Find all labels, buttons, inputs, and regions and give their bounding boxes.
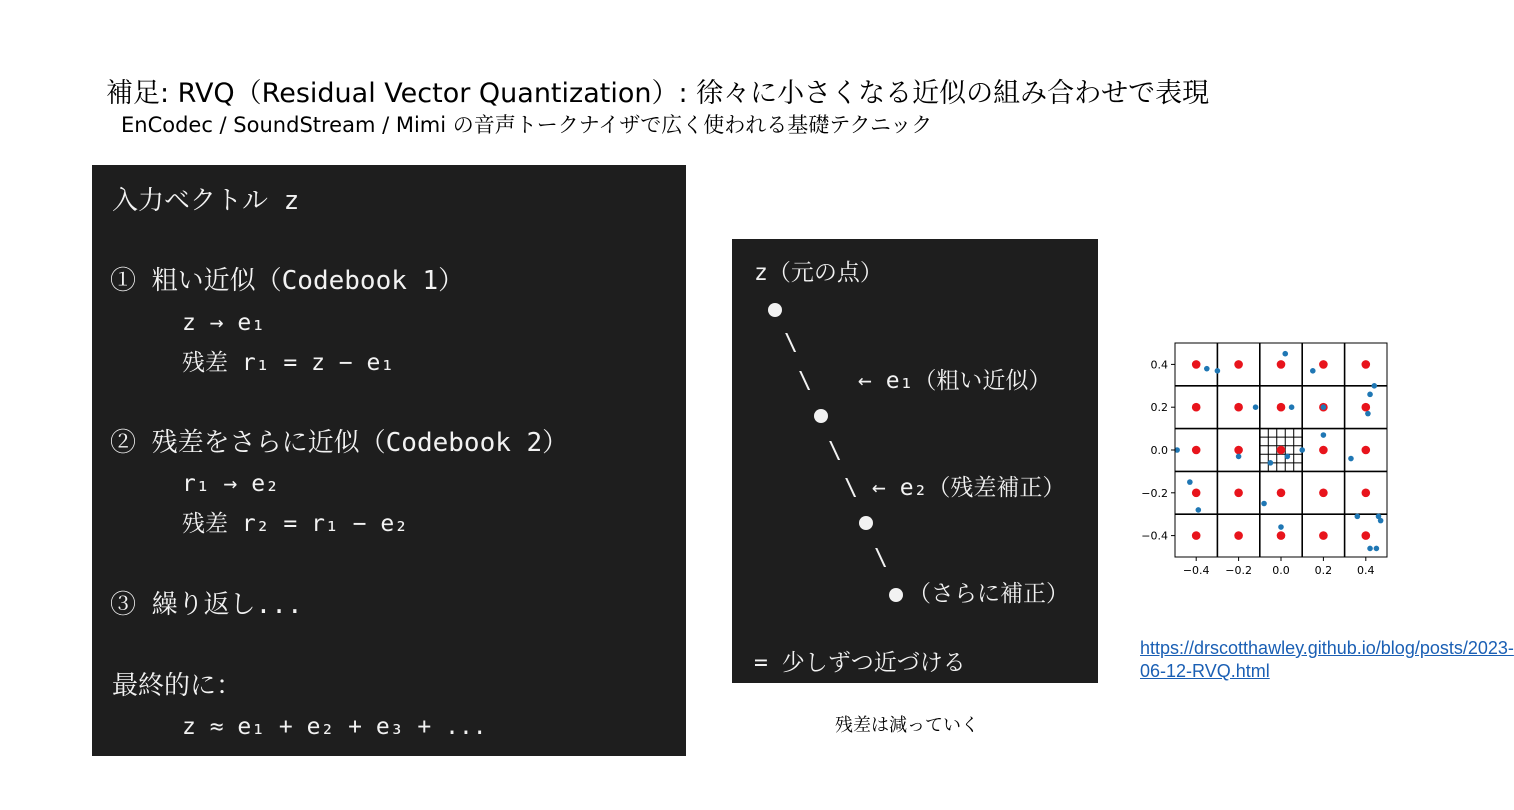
data-point [1367,392,1373,398]
codebook-centroid-point [1319,489,1328,498]
step1-heading: ① 粗い近似（Codebook 1） [110,266,465,296]
rvq-steps-panel [92,165,686,756]
y-tick-label: 0.4 [1150,358,1168,372]
final-formula: z ≈ e₁ + e₂ + e₃ + ... [182,714,487,740]
step2-mapping: r₁ → e₂ [182,471,279,497]
data-point [1355,514,1361,520]
data-point [1374,546,1380,552]
data-point [1367,546,1373,552]
y-tick-label: −0.2 [1141,486,1168,500]
codebook-centroid-point [1362,403,1371,412]
codebook-centroid-point [1192,403,1201,412]
y-tick-label: 0.2 [1150,401,1168,415]
codebook-centroid-point [1319,446,1328,455]
data-point [1196,507,1202,513]
start-point-label: z（元の点） [754,260,883,286]
codebook-centroid-point [1277,531,1286,540]
x-tick-label: 0.4 [1357,564,1375,577]
e1-label: ← e₁（粗い近似） [858,368,1052,394]
data-point [1261,501,1267,507]
data-point [1285,454,1291,460]
data-point [1215,368,1221,374]
x-tick-label: −0.2 [1225,564,1252,577]
reference-link[interactable]: https://drscotthawley.github.io/blog/posts/2023-06-12-RVQ.html [1140,638,1514,681]
path-segment: \ [874,545,888,571]
e3-point-dot [889,588,903,602]
approximation-diagram-panel [732,239,1098,683]
codebook-centroid-point [1277,360,1286,369]
e1-point-dot [814,409,828,423]
codebook-centroid-point [1234,489,1243,498]
y-tick-label: −0.4 [1141,529,1168,543]
path-segment: \ [798,368,812,394]
input-vector-label: 入力ベクトル z [112,186,300,216]
data-point [1289,404,1295,410]
e2-point-dot [859,516,873,530]
slide-subtitle: EnCodec / SoundStream / Mimi の音声トークナイザで広く使われる基礎テクニック [121,113,933,137]
path-segment: \ [844,475,858,501]
slide-title: 補足: RVQ（Residual Vector Quantization）: 徐々に小さくなる近似の組み合わせで表現 [106,78,1210,109]
data-point [1268,460,1274,466]
step3-heading: ③ 繰り返し... [110,590,303,620]
e3-label: （さらに補正） [908,581,1069,607]
codebook-centroid-point [1234,446,1243,455]
data-point [1187,479,1193,485]
e2-label: ← e₂（残差補正） [872,475,1066,501]
data-point [1365,411,1371,417]
data-point [1310,368,1316,374]
step1-mapping: z → e₁ [182,310,266,336]
diagram-caption: 残差は減っていく [835,715,979,736]
codebook-centroid-point [1277,403,1286,412]
data-point [1299,447,1305,453]
codebook-centroid-point [1277,446,1286,455]
step2-residual: 残差 r₂ = r₁ − e₂ [182,511,409,537]
codebook-centroid-point [1277,489,1286,498]
path-segment: \ [784,330,798,356]
codebook-centroid-point [1192,531,1201,540]
codebook-centroid-point [1192,446,1201,455]
step1-residual: 残差 r₁ = z − e₁ [182,350,395,376]
start-point-dot [768,303,782,317]
codebook-centroid-point [1234,360,1243,369]
data-point [1236,454,1242,460]
data-point [1378,518,1384,524]
data-point [1371,383,1377,389]
x-tick-label: −0.4 [1182,564,1210,577]
codebook-centroid-point [1362,360,1371,369]
final-heading: 最終的に： [112,671,243,701]
x-tick-label: 0.0 [1272,564,1290,577]
rvq-scatter-chart [1135,335,1395,595]
codebook-centroid-point [1192,489,1201,498]
data-point [1321,432,1327,438]
data-point [1321,404,1327,410]
data-point [1282,351,1288,357]
x-tick-label: 0.2 [1314,564,1333,577]
codebook-centroid-point [1234,531,1243,540]
codebook-centroid-point [1362,531,1371,540]
y-tick-label: 0.0 [1150,444,1168,457]
data-point [1348,456,1354,462]
codebook-centroid-point [1362,446,1371,455]
step2-heading: ② 残差をさらに近似（Codebook 2） [110,428,569,458]
codebook-centroid-point [1319,360,1328,369]
path-segment: \ [828,438,842,464]
codebook-centroid-point [1234,403,1243,412]
data-point [1253,404,1259,410]
codebook-centroid-point [1319,531,1328,540]
codebook-centroid-point [1362,489,1371,498]
approach-summary: = 少しずつ近づける [754,650,966,676]
codebook-centroid-point [1192,360,1201,369]
data-point [1278,524,1284,530]
data-point [1204,366,1210,372]
